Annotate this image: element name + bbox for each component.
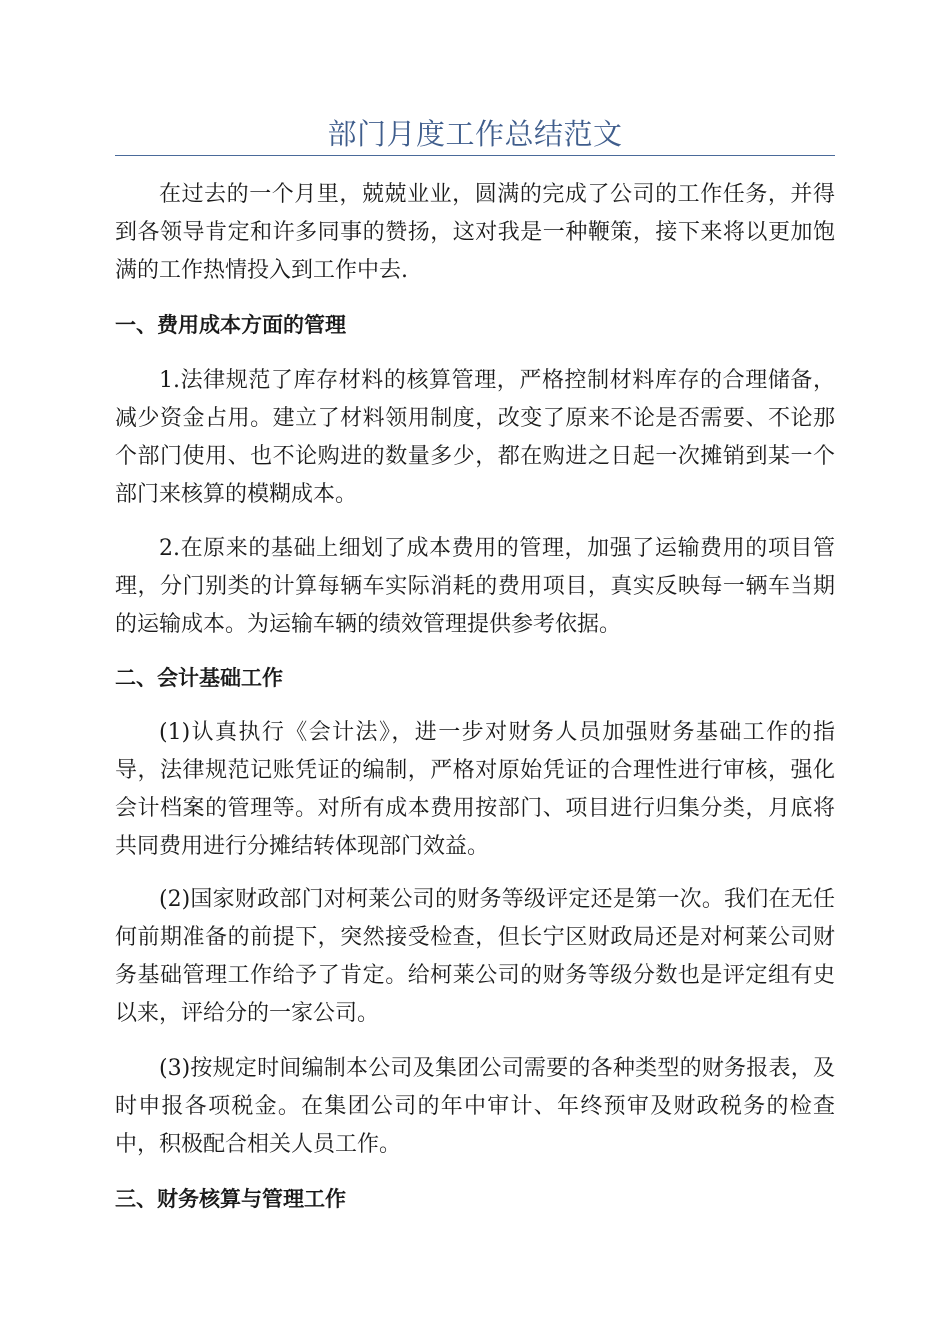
document-title: 部门月度工作总结范文 xyxy=(327,117,623,151)
section-2-paragraph-2: (2)国家财政部门对柯莱公司的财务等级评定还是第一次。我们在无任何前期准备的前提下，突然接受检查，但长宁区财政局还是对柯莱公司财务基础管理工作给予了肯定。给柯莱公司的财务等级分数也是评定组有史以来，评给分的一家公司。 xyxy=(115,887,835,1026)
intro-paragraph: 在过去的一个月里，兢兢业业，圆满的完成了公司的工作任务，并得到各领导肯定和许多同事的赞扬，这对我是一种鞭策，接下来将以更加饱满的工作热情投入到工作中去. xyxy=(115,182,835,283)
title-underline xyxy=(115,155,835,156)
section-2-paragraph-3: (3)按规定时间编制本公司及集团公司需要的各种类型的财务报表，及时申报各项税金。在集团公司的年中审计、年终预审及财政税务的检查中，积极配合相关人员工作。 xyxy=(115,1056,835,1157)
section-1-paragraph-1: 1.法律规范了库存材料的核算管理，严格控制材料库存的合理储备，减少资金占用。建立了材料领用制度，改变了原来不论是否需要、不论那个部门使用、也不论购进的数量多少，都在购进之日起一次摊销到某一个部门来核算的模糊成本。 xyxy=(115,368,835,507)
section-heading-3: 三、财务核算与管理工作 xyxy=(115,1187,346,1211)
section-heading-1: 一、费用成本方面的管理 xyxy=(115,313,346,337)
section-heading-2: 二、会计基础工作 xyxy=(115,666,283,690)
section-2-paragraph-1: (1)认真执行《会计法》，进一步对财务人员加强财务基础工作的指导，法律规范记账凭证的编制，严格对原始凭证的合理性进行审核，强化会计档案的管理等。对所有成本费用按部门、项目进行归集分类，月底将共同费用进行分摊结转体现部门效益。 xyxy=(115,720,835,859)
section-1-paragraph-2: 2.在原来的基础上细划了成本费用的管理，加强了运输费用的项目管理，分门别类的计算每辆车实际消耗的费用项目，真实反映每一辆车当期的运输成本。为运输车辆的绩效管理提供参考依据。 xyxy=(115,536,835,637)
